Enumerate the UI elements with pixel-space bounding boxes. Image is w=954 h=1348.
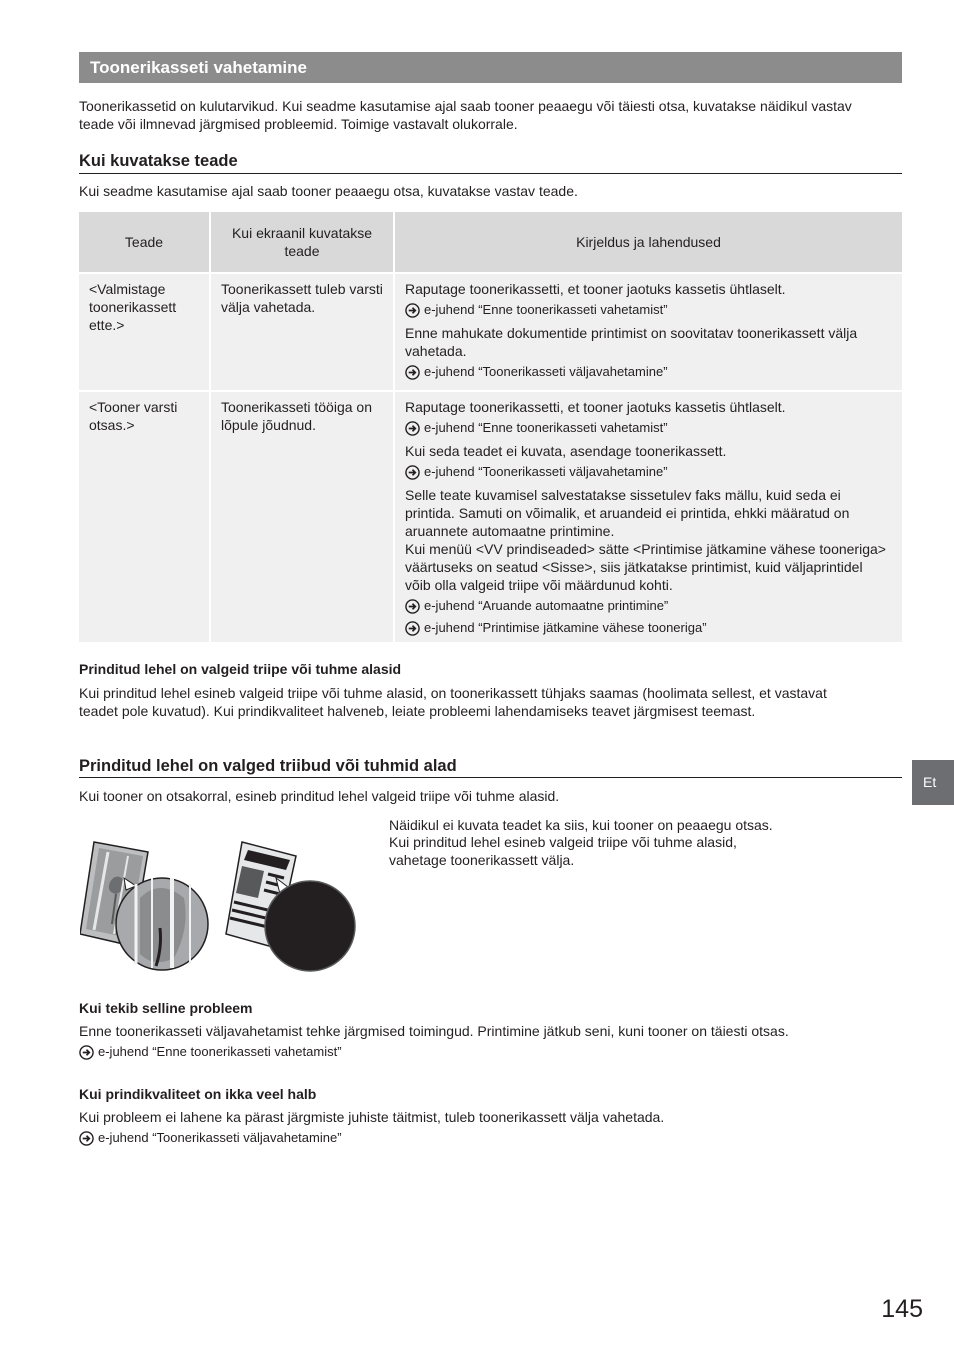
problem-text: Enne toonerikasseti väljavahetamist tehke järgmised toimingud. Printimine jätkub seni, kuni tooner on täiesti otsas.: [79, 1023, 789, 1039]
description-text: Kui seda teadet ei kuvata, asendage toonerikassett.: [405, 443, 727, 459]
arrow-circle-icon: [405, 303, 420, 318]
arrow-circle-icon: [405, 421, 420, 436]
print-defect-illustration: [80, 838, 360, 974]
page-number: 145: [881, 1295, 923, 1323]
reference-text: e-juhend “Aruande automaatne printimine”: [424, 598, 669, 613]
intro-line-1: Toonerikassetid on kulutarvikud. Kui seadme kasutamise ajal saab tooner peaaegu või täiesti otsa, kuvatakse näidikul vastav: [79, 98, 852, 114]
table-header: Kirjeldus ja lahendused: [394, 212, 902, 273]
note-line-2: teadet pole kuvatud). Kui prindikvaliteet halveneb, leiate probleemi lahendamiseks teavet järgmisest teemast.: [79, 703, 756, 719]
bad-quality-heading: Kui prindikvaliteet on ikka veel halb: [79, 1086, 317, 1102]
description-text: Kui menüü <VV prindiseaded> sätte <Printimise jätkamine vähese tooneriga> väärtuseks on seatud <Sisse>, siis jätkatakse printimist, kuid väljaprintidel võib olla valgeid triipe või määrdunud kohti.: [405, 541, 886, 593]
table-cell-description: [394, 273, 902, 391]
manual-reference: [405, 464, 892, 480]
problem-heading: Kui tekib selline probleem: [79, 1000, 253, 1016]
table-row: [79, 273, 902, 391]
arrow-circle-icon: [405, 365, 420, 380]
arrow-circle-icon: [405, 465, 420, 480]
arrow-circle-icon: [405, 621, 420, 636]
manual-reference: [405, 598, 892, 614]
manual-reference: [405, 620, 892, 636]
note-line-1: Kui prinditud lehel esineb valgeid triipe või tuhme alasid, on toonerikassett tühjaks saamas (hoolimata sellest, et vastavat: [79, 685, 827, 701]
table-cell-description: [394, 391, 902, 642]
text-page-illustration: [226, 842, 355, 971]
manual-reference: [405, 302, 892, 318]
reference-text: e-juhend “Toonerikasseti väljavahetamine”: [424, 464, 668, 479]
streaks-heading: Prinditud lehel on valged triibud või tuhmid alad: [79, 757, 457, 775]
manual-reference: [79, 1130, 342, 1146]
description-text: Selle teate kuvamisel salvestatakse sissetulev faks mällu, kuid seda ei printida. Samuti on võimalik, et aruandeid ei printida, ehkki määratud on aruannete automaatne printimine.: [405, 487, 850, 539]
section-title-bar: [79, 52, 902, 83]
language-tab: [912, 760, 954, 805]
intro-line-2: teade või ilmnevad järgmised probleemid. Toimige vastavalt olukorrale.: [79, 116, 518, 132]
message-text: Kui seadme kasutamise ajal saab tooner peaaegu otsa, kuvatakse vastav teade.: [79, 183, 578, 199]
arrow-circle-icon: [79, 1131, 94, 1146]
reference-text: e-juhend “Enne toonerikasseti vahetamist”: [424, 420, 668, 435]
reference-text: e-juhend “Toonerikasseti väljavahetamine”: [424, 364, 668, 379]
side-text-line-1: Näidikul ei kuvata teadet ka siis, kui tooner on peaaegu otsas.: [389, 817, 773, 833]
table-cell-when: Toonerikassett tuleb varsti välja vahetada.: [210, 273, 394, 391]
table-header: Kui ekraanil kuvatakse teade: [210, 212, 394, 273]
language-tab-label: Et: [923, 774, 937, 790]
manual-reference: [405, 420, 892, 436]
section-title: Toonerikasseti vahetamine: [90, 58, 307, 77]
bad-quality-text: Kui probleem ei lahene ka pärast järgmiste juhiste täitmist, tuleb toonerikassett välja vahetada.: [79, 1109, 665, 1125]
table-row: [79, 391, 902, 642]
manual-reference: [405, 364, 892, 380]
table-cell-message: <Valmistage toonerikassett ette.>: [79, 273, 210, 391]
description-text: Raputage toonerikassetti, et tooner jaotuks kassetis ühtlaselt.: [405, 281, 786, 297]
side-text-line-2: Kui prinditud lehel esineb valgeid triipe või tuhme alasid,: [389, 834, 737, 850]
description-text: Raputage toonerikassetti, et tooner jaotuks kassetis ühtlaselt.: [405, 399, 786, 415]
message-table: [79, 212, 902, 642]
heading-rule: [79, 173, 902, 174]
manual-reference: [79, 1044, 342, 1060]
side-text-line-3: vahetage toonerikassett välja.: [389, 852, 575, 868]
arrow-circle-icon: [79, 1045, 94, 1060]
reference-text: e-juhend “Printimise jätkamine vähese tooneriga”: [424, 620, 707, 635]
table-cell-when: Toonerikasseti tööiga on lõpule jõudnud.: [210, 391, 394, 642]
table-header: Teade: [79, 212, 210, 273]
description-text: Enne mahukate dokumentide printimist on soovitatav toonerikassett välja vahetada.: [405, 325, 858, 359]
photo-page-illustration: [80, 842, 208, 970]
note-heading: Prinditud lehel on valgeid triipe või tuhme alasid: [79, 661, 402, 677]
reference-text: e-juhend “Enne toonerikasseti vahetamist”: [98, 1044, 342, 1059]
reference-text: e-juhend “Enne toonerikasseti vahetamist”: [424, 302, 668, 317]
streaks-text: Kui tooner on otsakorral, esineb prinditud lehel valgeid triipe või tuhme alasid.: [79, 788, 560, 804]
table-cell-message: <Tooner varsti otsas.>: [79, 391, 210, 642]
reference-text: e-juhend “Toonerikasseti väljavahetamine”: [98, 1130, 342, 1145]
arrow-circle-icon: [405, 599, 420, 614]
message-heading: Kui kuvatakse teade: [79, 152, 238, 170]
table-header-row: [79, 212, 902, 273]
heading-rule: [79, 777, 902, 778]
